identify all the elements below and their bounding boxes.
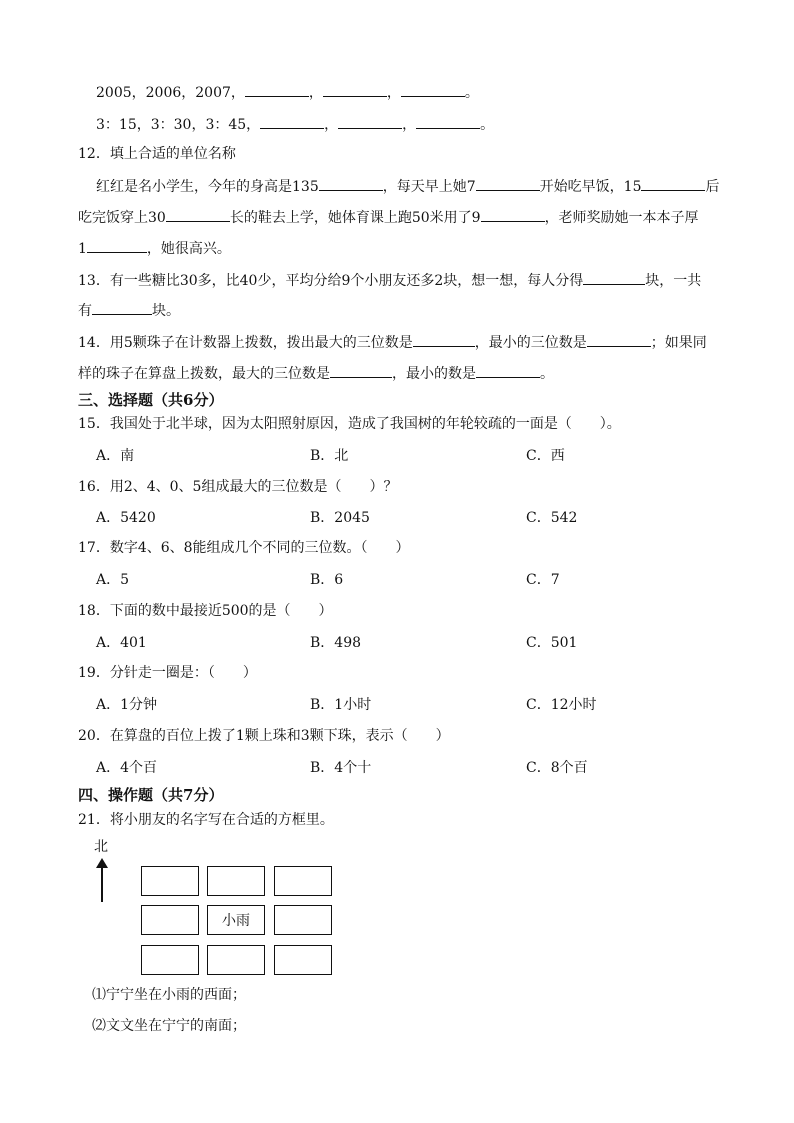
question-17-stem: 17．数字4、6、8能组成几个不同的三位数。（ ）: [78, 540, 410, 556]
answer-blank[interactable]: [330, 363, 392, 378]
question-14-line-1: 14．用5颗珠子在计数器上拨数，拨出最大的三位数是 ，最小的三位数是 ；如果同: [78, 332, 707, 353]
answer-blank[interactable]: [476, 363, 540, 378]
sequence-line-times: 3：15，3：30，3：45， ， ， 。: [96, 114, 494, 135]
question-13-line-1: 13．有一些糖比30多，比40少，平均分给9个小朋友还多2块，想一想，每人分得 块，一共: [78, 270, 701, 291]
seat-box[interactable]: [207, 866, 265, 896]
choice-a[interactable]: A．401: [96, 635, 147, 651]
question-16-stem: 16．用2、4、0、5组成最大的三位数是（ ）？: [78, 479, 398, 495]
choice-a[interactable]: A．1分钟: [96, 697, 158, 713]
answer-blank[interactable]: [413, 332, 475, 347]
question-12-line-1: 红红是名小学生，今年的身高是135 ，每天早上她7 开始吃早饭，15 后: [96, 176, 719, 197]
question-21-title: 21．将小朋友的名字写在合适的方框里。: [78, 812, 334, 828]
north-arrow-shaft: [101, 866, 103, 902]
sequence-line-years: 2005，2006，2007， ， ， 。: [96, 82, 479, 103]
clue-2: ⑵文文坐在宁宁的南面；: [92, 1018, 246, 1034]
answer-blank[interactable]: [583, 270, 645, 285]
seat-box[interactable]: [141, 905, 199, 935]
answer-blank[interactable]: [481, 207, 545, 222]
seat-box[interactable]: [274, 866, 332, 896]
question-18-stem: 18．下面的数中最接近500的是（ ）: [78, 603, 333, 619]
answer-blank[interactable]: [87, 238, 147, 253]
seat-box[interactable]: [141, 945, 199, 975]
choice-b[interactable]: B．4个十: [310, 760, 372, 776]
seat-box[interactable]: [274, 905, 332, 935]
seat-box[interactable]: [207, 945, 265, 975]
question-14-line-2: 样的珠子在算盘上拨数，最大的三位数是 ，最小的数是 。: [78, 363, 554, 384]
choice-a[interactable]: A．5420: [96, 510, 156, 526]
choice-b[interactable]: B．1小时: [310, 697, 372, 713]
section-4-heading: 四、操作题（共7分）: [78, 786, 224, 804]
answer-blank[interactable]: [245, 82, 309, 97]
choice-b[interactable]: B．2045: [310, 510, 370, 526]
choice-a[interactable]: A．4个百: [96, 760, 158, 776]
choice-a[interactable]: A．5: [96, 572, 130, 588]
clue-1: ⑴宁宁坐在小雨的西面；: [92, 987, 246, 1003]
center-name: 小雨: [222, 913, 250, 929]
question-13-line-2: 有 块。: [78, 300, 180, 321]
choice-c[interactable]: C．542: [526, 510, 578, 526]
answer-blank[interactable]: [166, 207, 230, 222]
answer-blank[interactable]: [641, 176, 705, 191]
answer-blank[interactable]: [260, 114, 324, 129]
question-15-stem: 15．我国处于北半球，因为太阳照射原因，造成了我国树的年轮较疏的一面是（ ）。: [78, 416, 621, 432]
answer-blank[interactable]: [587, 332, 651, 347]
north-label: 北: [94, 839, 108, 855]
choice-c[interactable]: C．12小时: [526, 697, 597, 713]
choice-c[interactable]: C．8个百: [526, 760, 588, 776]
choice-b[interactable]: B．498: [310, 635, 362, 651]
seat-box[interactable]: [141, 866, 199, 896]
answer-blank[interactable]: [338, 114, 402, 129]
question-19-stem: 19．分针走一圈是：（ ）: [78, 665, 257, 681]
answer-blank[interactable]: [92, 300, 152, 315]
choice-b[interactable]: B．6: [310, 572, 344, 588]
choice-b[interactable]: B．北: [310, 448, 349, 464]
answer-blank[interactable]: [319, 176, 383, 191]
question-12-title: 12．填上合适的单位名称: [78, 146, 236, 162]
question-12-line-3: 1 ，她很高兴。: [78, 238, 231, 259]
answer-blank[interactable]: [401, 82, 465, 97]
question-20-stem: 20．在算盘的百位上拨了1颗上珠和3颗下珠，表示（ ）: [78, 728, 450, 744]
seat-box-center: [207, 905, 265, 935]
question-12-line-2: 吃完饭穿上30 长的鞋去上学，她体育课上跑50米用了9 ，老师奖励她一本本子厚: [78, 207, 699, 228]
choice-c[interactable]: C．西: [526, 448, 565, 464]
choice-c[interactable]: C．501: [526, 635, 578, 651]
choice-c[interactable]: C．7: [526, 572, 560, 588]
answer-blank[interactable]: [323, 82, 387, 97]
section-3-heading: 三、选择题（共6分）: [78, 391, 224, 409]
choice-a[interactable]: A．南: [96, 448, 135, 464]
answer-blank[interactable]: [476, 176, 540, 191]
seat-box[interactable]: [274, 945, 332, 975]
answer-blank[interactable]: [416, 114, 480, 129]
